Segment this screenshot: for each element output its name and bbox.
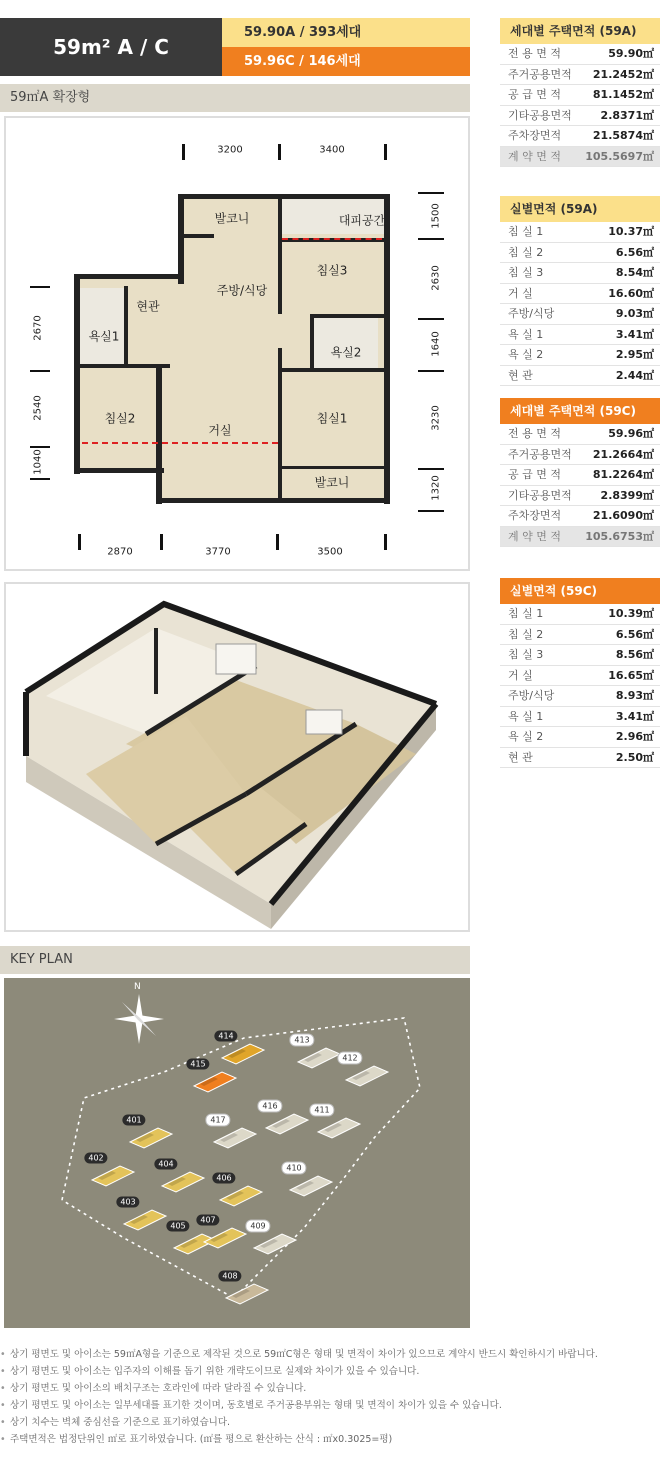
dim-bottom-2: 3770 — [205, 546, 231, 558]
table-59a-area: 전 용 면 적 59.90㎡ 주거공용면적 21.2452㎡ 공 급 면 적 81.1452㎡ 기타공용면적 2.8371㎡ 주차장면적 21.5874㎡ 계 약 면 적 105.5697㎡ — [500, 44, 660, 167]
table-59c-area: 전 용 면 적 59.96㎡ 주거공용면적 21.2664㎡ 공 급 면 적 81.2264㎡ 기타공용면적 2.8399㎡ 주차장면적 21.6090㎡ 계 약 면 적 105.6753㎡ — [500, 424, 660, 547]
type-c-count: 59.96C / 146세대 — [222, 47, 470, 76]
dim-bottom-3: 3500 — [317, 546, 343, 558]
table-59a-rooms: 침 실 1 10.37㎡ 침 실 2 6.56㎡ 침 실 3 8.54㎡ 거 실 16.60㎡ 주방/식당 9.03㎡ 욕 실 1 3.41㎡ 욕 실 2 2.95㎡ 현 관 2.44㎡ — [500, 222, 660, 386]
label-bed2: 침실2 — [104, 411, 136, 426]
dim-right-2: 2630 — [430, 265, 442, 291]
building-label-409: 409 — [245, 1220, 270, 1233]
note-item: • 주택면적은 법정단위인 ㎡로 표기하였습니다. (㎡를 평으로 환산하는 산식 : ㎡x0.3025=평) — [0, 1431, 660, 1448]
label-bath1: 욕실1 — [88, 329, 120, 344]
building-label-413: 413 — [289, 1034, 314, 1047]
label-bed3: 침실3 — [316, 263, 348, 278]
building-417 — [212, 1126, 258, 1154]
label-bath2: 욕실2 — [330, 345, 362, 360]
dim-right-1: 1500 — [430, 203, 442, 229]
building-408 — [224, 1282, 270, 1310]
building-411 — [316, 1116, 362, 1144]
building-409 — [252, 1232, 298, 1260]
building-label-414: 414 — [214, 1031, 237, 1042]
building-label-401: 401 — [122, 1115, 145, 1126]
building-label-417: 417 — [205, 1114, 230, 1127]
building-label-415: 415 — [186, 1059, 209, 1070]
dim-bottom-1: 2870 — [107, 546, 133, 558]
compass-north-label: N — [134, 982, 141, 992]
unit-type-title: 59m² A / C — [0, 18, 222, 76]
building-label-402: 402 — [84, 1153, 107, 1164]
key-plan — [4, 978, 470, 1328]
label-entry: 현관 — [136, 299, 160, 314]
building-404 — [160, 1170, 206, 1198]
isometric-panel — [4, 582, 470, 932]
building-401 — [128, 1126, 174, 1154]
building-410 — [288, 1174, 334, 1202]
building-label-410: 410 — [281, 1162, 306, 1175]
dim-left-1: 2670 — [32, 315, 44, 341]
dim-right-5: 1320 — [430, 475, 442, 501]
floor-plan-panel — [4, 116, 470, 571]
label-kitchen: 주방/식당 — [216, 283, 268, 298]
dim-top-2: 3400 — [319, 144, 345, 156]
dim-right-4: 3230 — [430, 405, 442, 431]
building-label-407: 407 — [196, 1215, 219, 1226]
label-balcony-top: 발코니 — [214, 211, 250, 226]
plan-section-label: 59㎡A 확장형 — [0, 84, 470, 112]
building-label-406: 406 — [212, 1173, 235, 1184]
building-415 — [192, 1070, 238, 1098]
building-label-412: 412 — [337, 1052, 362, 1065]
table-title-59c-area: 세대별 주택면적 (59C) — [500, 398, 660, 424]
building-413 — [296, 1046, 342, 1074]
table-title-59a-rooms: 실별면적 (59A) — [500, 196, 660, 222]
note-item: • 상기 평면도 및 아이소의 배치구조는 호라인에 따라 달라질 수 있습니다. — [0, 1380, 660, 1397]
dim-left-2: 2540 — [32, 395, 44, 421]
note-item: • 상기 치수는 벽체 중심선을 기준으로 표기하였습니다. — [0, 1414, 660, 1431]
label-balcony-bottom: 발코니 — [314, 475, 350, 490]
key-plan-title: KEY PLAN — [0, 946, 470, 974]
table-59c-rooms: 침 실 1 10.39㎡ 침 실 2 6.56㎡ 침 실 3 8.56㎡ 거 실 16.65㎡ 주방/식당 8.93㎡ 욕 실 1 3.41㎡ 욕 실 2 2.96㎡ 현 관 2.50㎡ — [500, 604, 660, 768]
building-402 — [90, 1164, 136, 1192]
note-item: • 상기 평면도 및 아이소는 일부세대를 표기한 것이며, 동호별로 주거공용부위는 형태 및 면적이 차이가 있을 수 있습니다. — [0, 1397, 660, 1414]
building-412 — [344, 1064, 390, 1092]
note-item: • 상기 평면도 및 아이소는 입주자의 이해를 돕기 위한 개략도이므로 실제와 차이가 있을 수 있습니다. — [0, 1363, 660, 1380]
floor-plan — [6, 118, 468, 569]
dim-top-1: 3200 — [217, 144, 243, 156]
notes-list — [0, 1346, 660, 1448]
building-label-408: 408 — [218, 1271, 241, 1282]
compass-icon — [112, 992, 166, 1046]
building-403 — [122, 1208, 168, 1236]
building-label-404: 404 — [154, 1159, 177, 1170]
building-414 — [220, 1042, 266, 1070]
table-title-59a-area: 세대별 주택면적 (59A) — [500, 18, 660, 44]
label-bed1: 침실1 — [316, 411, 348, 426]
isometric-view — [6, 584, 468, 930]
table-title-59c-rooms: 실별면적 (59C) — [500, 578, 660, 604]
building-label-403: 403 — [116, 1197, 139, 1208]
building-407 — [202, 1226, 248, 1254]
building-406 — [218, 1184, 264, 1212]
building-label-405: 405 — [166, 1221, 189, 1232]
note-item: • 상기 평면도 및 아이소는 59㎡A형을 기준으로 제작된 것으로 59㎡C형은 형태 및 면적이 차이가 있으므로 계약시 반드시 확인하시기 바랍니다. — [0, 1346, 660, 1363]
dim-right-3: 1640 — [430, 331, 442, 357]
building-label-416: 416 — [257, 1100, 282, 1113]
label-evac: 대피공간 — [338, 213, 386, 228]
dim-left-3: 1040 — [32, 449, 44, 475]
label-living: 거실 — [208, 423, 232, 438]
building-label-411: 411 — [309, 1104, 334, 1117]
building-416 — [264, 1112, 310, 1140]
type-a-count: 59.90A / 393세대 — [222, 18, 470, 47]
